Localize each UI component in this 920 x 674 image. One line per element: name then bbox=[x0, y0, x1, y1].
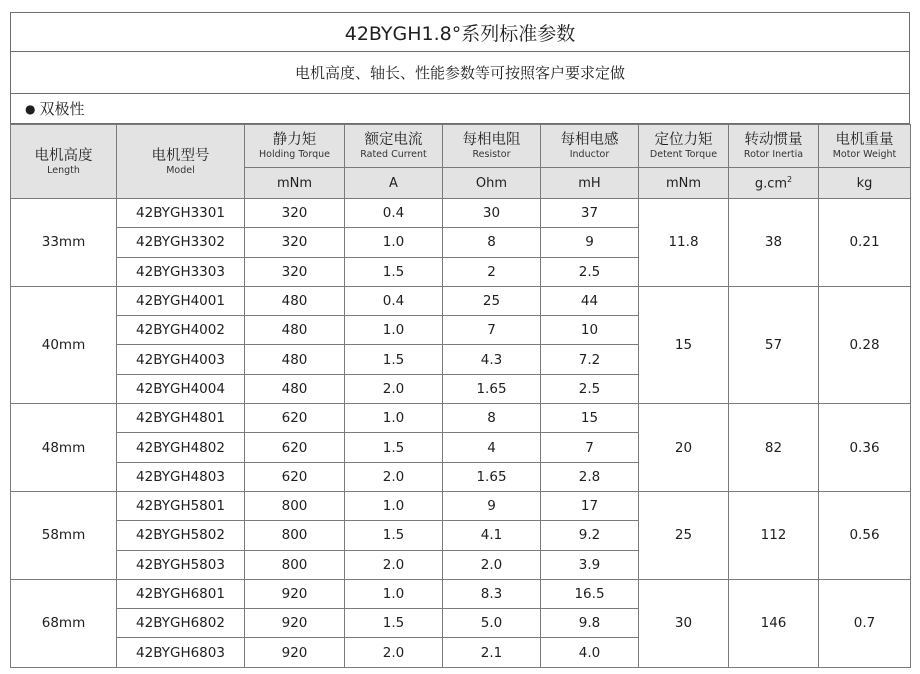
unit-weight: kg bbox=[819, 168, 911, 199]
cell-resistor: 9 bbox=[443, 491, 541, 520]
header-length: 电机高度 Length bbox=[11, 125, 117, 199]
cell-model: 42BYGH4802 bbox=[117, 433, 245, 462]
table-row bbox=[11, 286, 911, 315]
cell-detent: 30 bbox=[639, 579, 729, 667]
cell-current: 1.5 bbox=[345, 433, 443, 462]
table-row bbox=[11, 404, 911, 433]
cell-torque: 620 bbox=[245, 462, 345, 491]
cell-resistor: 4.1 bbox=[443, 521, 541, 550]
cell-torque: 620 bbox=[245, 433, 345, 462]
cell-length: 40mm bbox=[11, 286, 117, 403]
cell-inductor: 9 bbox=[541, 228, 639, 257]
unit-resistor: Ohm bbox=[443, 168, 541, 199]
cell-inductor: 10 bbox=[541, 316, 639, 345]
cell-model: 42BYGH3301 bbox=[117, 199, 245, 228]
cell-torque: 920 bbox=[245, 579, 345, 608]
cell-current: 1.0 bbox=[345, 491, 443, 520]
header-model: 电机型号 Model bbox=[117, 125, 245, 199]
cell-torque: 480 bbox=[245, 286, 345, 315]
cell-detent: 15 bbox=[639, 286, 729, 403]
cell-torque: 800 bbox=[245, 550, 345, 579]
cell-length: 68mm bbox=[11, 579, 117, 667]
unit-detent: mNm bbox=[639, 168, 729, 199]
cell-current: 2.0 bbox=[345, 462, 443, 491]
cell-torque: 620 bbox=[245, 404, 345, 433]
cell-inductor: 7 bbox=[541, 433, 639, 462]
unit-torque: mNm bbox=[245, 168, 345, 199]
cell-resistor: 2.1 bbox=[443, 638, 541, 667]
cell-torque: 800 bbox=[245, 521, 345, 550]
cell-current: 1.0 bbox=[345, 579, 443, 608]
cell-current: 0.4 bbox=[345, 286, 443, 315]
cell-resistor: 7 bbox=[443, 316, 541, 345]
spec-table-body bbox=[11, 199, 911, 668]
cell-resistor: 8.3 bbox=[443, 579, 541, 608]
cell-current: 1.5 bbox=[345, 257, 443, 286]
cell-resistor: 2.0 bbox=[443, 550, 541, 579]
cell-inertia: 57 bbox=[729, 286, 819, 403]
cell-model: 42BYGH6803 bbox=[117, 638, 245, 667]
header-detent: 定位力矩 Detent Torque bbox=[639, 125, 729, 168]
cell-resistor: 8 bbox=[443, 228, 541, 257]
cell-resistor: 30 bbox=[443, 199, 541, 228]
cell-model: 42BYGH6801 bbox=[117, 579, 245, 608]
cell-inductor: 9.2 bbox=[541, 521, 639, 550]
cell-inductor: 2.5 bbox=[541, 374, 639, 403]
header-torque: 静力矩 Holding Torque bbox=[245, 125, 345, 168]
unit-current: A bbox=[345, 168, 443, 199]
header-resistor: 每相电阻 Resistor bbox=[443, 125, 541, 168]
cell-model: 42BYGH4002 bbox=[117, 316, 245, 345]
cell-detent: 20 bbox=[639, 404, 729, 492]
cell-model: 42BYGH3302 bbox=[117, 228, 245, 257]
cell-detent: 25 bbox=[639, 491, 729, 579]
cell-weight: 0.28 bbox=[819, 286, 911, 403]
cell-inductor: 2.8 bbox=[541, 462, 639, 491]
cell-inductor: 44 bbox=[541, 286, 639, 315]
bullet-icon: ● bbox=[25, 101, 36, 116]
cell-detent: 11.8 bbox=[639, 199, 729, 287]
page-subtitle: 电机高度、轴长、性能参数等可按照客户要求定做 bbox=[10, 52, 910, 94]
unit-inertia: $g.cm^2$ bbox=[729, 168, 819, 199]
cell-torque: 320 bbox=[245, 199, 345, 228]
cell-resistor: 8 bbox=[443, 404, 541, 433]
cell-torque: 800 bbox=[245, 491, 345, 520]
cell-current: 2.0 bbox=[345, 374, 443, 403]
cell-resistor: 1.65 bbox=[443, 462, 541, 491]
table-row bbox=[11, 491, 911, 520]
cell-current: 1.0 bbox=[345, 316, 443, 345]
section-heading bbox=[10, 94, 910, 124]
table-row bbox=[11, 199, 911, 228]
cell-model: 42BYGH5802 bbox=[117, 521, 245, 550]
cell-model: 42BYGH4001 bbox=[117, 286, 245, 315]
cell-current: 1.5 bbox=[345, 521, 443, 550]
unit-inductor: mH bbox=[541, 168, 639, 199]
cell-current: 1.0 bbox=[345, 228, 443, 257]
cell-model: 42BYGH3303 bbox=[117, 257, 245, 286]
section-label: 双极性 bbox=[39, 100, 85, 118]
cell-model: 42BYGH6802 bbox=[117, 609, 245, 638]
cell-inertia: 112 bbox=[729, 491, 819, 579]
cell-inertia: 38 bbox=[729, 199, 819, 287]
cell-resistor: 5.0 bbox=[443, 609, 541, 638]
table-row bbox=[11, 579, 911, 608]
cell-weight: 0.36 bbox=[819, 404, 911, 492]
cell-model: 42BYGH5801 bbox=[117, 491, 245, 520]
cell-length: 58mm bbox=[11, 491, 117, 579]
header-current: 额定电流 Rated Current bbox=[345, 125, 443, 168]
cell-inductor: 3.9 bbox=[541, 550, 639, 579]
cell-current: 1.5 bbox=[345, 345, 443, 374]
page-title: 42BYGH1.8°系列标准参数 bbox=[10, 12, 910, 52]
cell-inductor: 16.5 bbox=[541, 579, 639, 608]
cell-model: 42BYGH4801 bbox=[117, 404, 245, 433]
header-weight: 电机重量 Motor Weight bbox=[819, 125, 911, 168]
cell-model: 42BYGH5803 bbox=[117, 550, 245, 579]
cell-resistor: 4 bbox=[443, 433, 541, 462]
cell-resistor: 25 bbox=[443, 286, 541, 315]
cell-torque: 480 bbox=[245, 374, 345, 403]
cell-current: 0.4 bbox=[345, 199, 443, 228]
cell-weight: 0.21 bbox=[819, 199, 911, 287]
cell-inductor: 4.0 bbox=[541, 638, 639, 667]
cell-torque: 320 bbox=[245, 228, 345, 257]
cell-current: 2.0 bbox=[345, 550, 443, 579]
spec-table bbox=[10, 124, 911, 668]
cell-resistor: 4.3 bbox=[443, 345, 541, 374]
cell-torque: 920 bbox=[245, 638, 345, 667]
cell-weight: 0.56 bbox=[819, 491, 911, 579]
cell-torque: 480 bbox=[245, 345, 345, 374]
cell-resistor: 1.65 bbox=[443, 374, 541, 403]
cell-inductor: 9.8 bbox=[541, 609, 639, 638]
cell-model: 42BYGH4803 bbox=[117, 462, 245, 491]
cell-torque: 480 bbox=[245, 316, 345, 345]
cell-inductor: 7.2 bbox=[541, 345, 639, 374]
cell-current: 1.5 bbox=[345, 609, 443, 638]
cell-inductor: 2.5 bbox=[541, 257, 639, 286]
cell-inertia: 146 bbox=[729, 579, 819, 667]
cell-resistor: 2 bbox=[443, 257, 541, 286]
cell-inertia: 82 bbox=[729, 404, 819, 492]
header-inductor: 每相电感 Inductor bbox=[541, 125, 639, 168]
cell-model: 42BYGH4004 bbox=[117, 374, 245, 403]
cell-length: 33mm bbox=[11, 199, 117, 287]
header-inertia: 转动惯量 Rotor Inertia bbox=[729, 125, 819, 168]
cell-inductor: 37 bbox=[541, 199, 639, 228]
cell-weight: 0.7 bbox=[819, 579, 911, 667]
cell-torque: 920 bbox=[245, 609, 345, 638]
cell-model: 42BYGH4003 bbox=[117, 345, 245, 374]
cell-torque: 320 bbox=[245, 257, 345, 286]
cell-inductor: 17 bbox=[541, 491, 639, 520]
cell-length: 48mm bbox=[11, 404, 117, 492]
cell-current: 1.0 bbox=[345, 404, 443, 433]
cell-current: 2.0 bbox=[345, 638, 443, 667]
cell-inductor: 15 bbox=[541, 404, 639, 433]
